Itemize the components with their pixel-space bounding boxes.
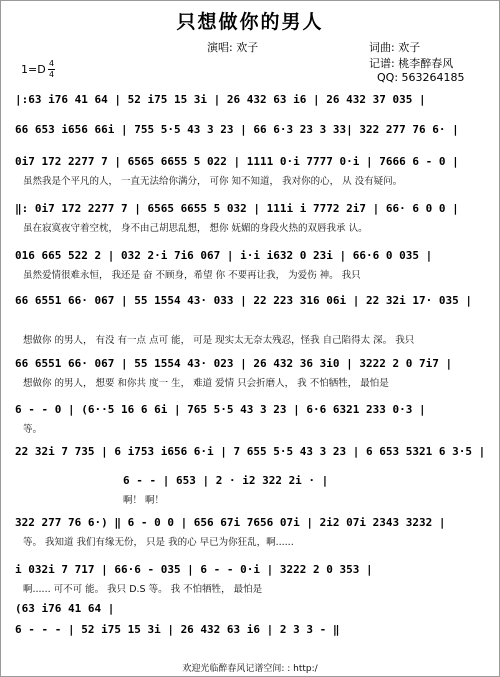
notation-row-14: 6 - - - | 52 i75 15 3i | 26 432 63 i6 | 2 3 3 - ‖ [15, 623, 340, 636]
lyric-row-3: 虽然我是个平凡的人， 一直无法给你满分， 可你 知不知道， 我对你的心， 从 没有疑问。 [23, 176, 403, 187]
notation-row-13: (63 i76 41 64 | [15, 602, 115, 615]
lyric-row-11: 等。 我知道 我们有缘无份， 只是 我的心 早已为你狂乱，啊...... [23, 537, 294, 548]
lyric-row-12: 啊...... 可不可 能。 我只 D.S 等。 我 不怕牺牲， 最怕是 [23, 584, 263, 595]
footer-text: 欢迎光临醉春风记谱空间: : http:/ [182, 664, 318, 674]
notation-row-3: 0i7 172 2277 7 | 6565 6655 5 022 | 1111 0·i 7777 0·i | 7666 6 - 0 | [15, 155, 459, 168]
lyric-row-5: 虽然爱情很难永恒， 我还是 奋 不顾身，希望 你 不要再让我， 为爱伤 神。 我只 [23, 270, 361, 281]
notation-row-10: 6 - - | 653 | 2 · i2 322 2i · | [123, 474, 329, 487]
notation-row-9: 22 32i 7 735 | 6 i753 i656 6·i | 7 655 5·5 43 3 23 | 6 653 5321 6 3·5 | [15, 445, 486, 458]
notation-row-12: i 032i 7 717 | 66·6 - 035 | 6 - - 0·i | 3222 2 0 353 | [15, 563, 373, 576]
lyric-row-8: 等。 [23, 424, 43, 435]
singer-line: 演唱: 欢子 [207, 41, 259, 54]
notation-row-6: 66 6551 66· 067 | 55 1554 43· 033 | 22 223 316 06i | 22 32i 17· 035 | [15, 294, 472, 307]
lyric-row-6: 想做你 的男人， 有没 有一点 点可 能， 可是 现实太无奈太残忍，怪我 自己陷得太 深。 我只 [23, 335, 415, 346]
notation-row-11: 322 277 76 6·) ‖ 6 - 0 0 | 656 67i 7656 07i | 2i2 07i 2343 3232 | [15, 516, 446, 529]
notation-row-1: |:63 i76 41 64 | 52 i75 15 3i | 26 432 63 i6 | 26 432 37 035 | [15, 93, 426, 106]
key-signature: 1=D [21, 63, 46, 76]
notation-row-2: 66 653 i656 66i | 755 5·5 43 3 23 | 66 6·3 23 3 33| 322 277 76 6· | [15, 123, 459, 136]
notation-row-5: 016 665 522 2 | 032 2·i 7i6 067 | i·i i632 0 23i | 66·6 0 035 | [15, 249, 433, 262]
lyric-row-7: 想做你 的男人， 想要 和你共 度一 生， 难道 爱情 只会折磨人， 我 不怕牺牲， 最怕是 [23, 378, 389, 389]
notation-row-8: 6 - - 0 | (6··5 16 6 6i | 765 5·5 43 3 23 | 6·6 6321 233 0·3 | [15, 403, 426, 416]
lyrics-composer-credit: 词曲: 欢子 [369, 41, 421, 54]
notation-row-7: 66 6551 66· 067 | 55 1554 43· 023 | 26 432 36 3i0 | 3222 2 0 7i7 | [15, 357, 453, 370]
time-signature-bottom: 4 [49, 70, 55, 79]
lyric-row-10: 啊！ 啊！ [123, 495, 165, 506]
lyric-row-4: 虽在寂寞夜守着空枕， 身不由己胡思乱想， 想你 妩媚的身段火热的双唇我承 认。 [23, 223, 368, 234]
time-signature-top: 4 [49, 59, 55, 68]
notation-row-4: ‖: 0i7 172 2277 7 | 6565 6655 5 032 | 111i i 7772 2i7 | 66· 6 0 0 | [15, 202, 459, 215]
transcriber-credit: 记谱: 桃李醉春风 [369, 57, 454, 70]
song-title: 只想做你的男人 [176, 11, 324, 33]
qq-number: QQ: 563264185 [377, 71, 465, 84]
